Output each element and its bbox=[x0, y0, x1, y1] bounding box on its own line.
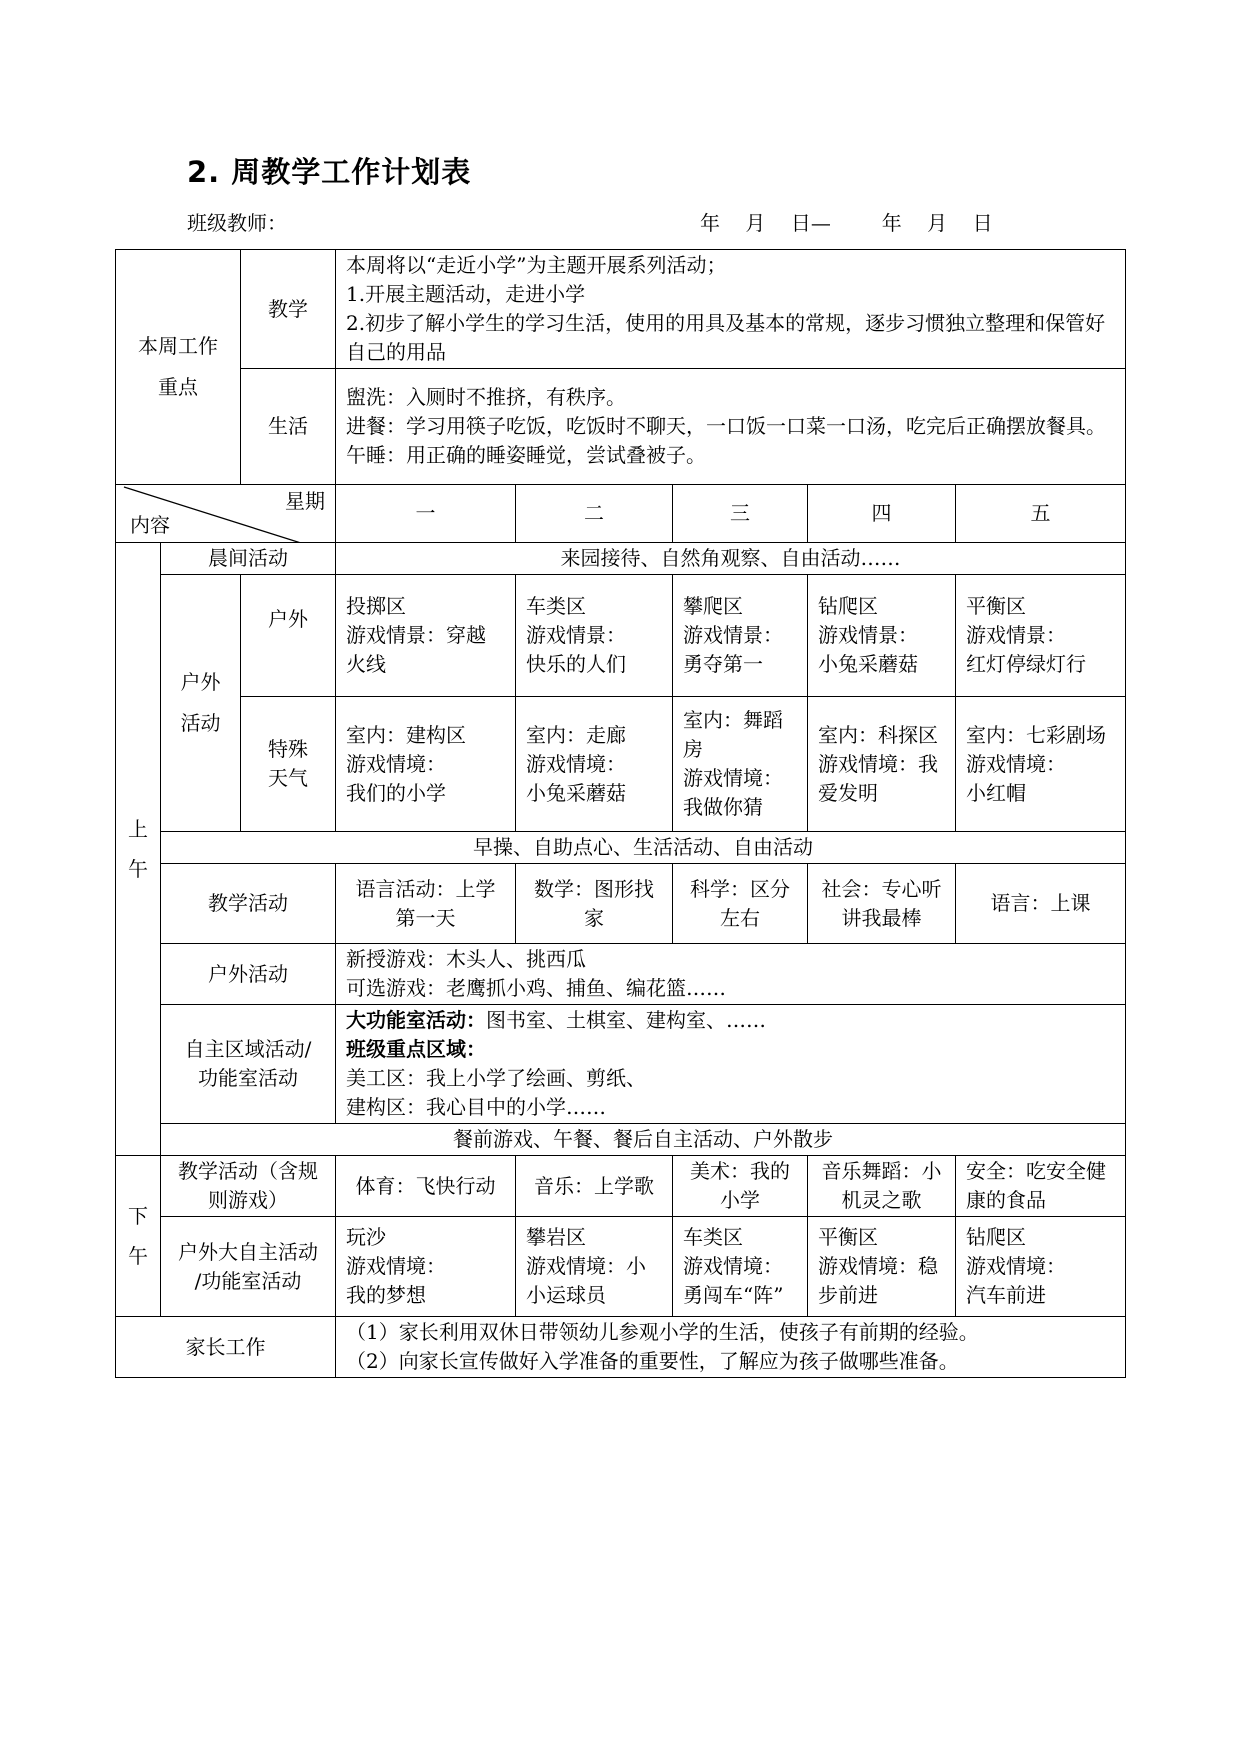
afternoon-outdoor-label-line: 户外大自主活动 bbox=[178, 1239, 318, 1264]
morning-label-char: 午 bbox=[128, 857, 148, 881]
focus-label-line1: 本周工作 bbox=[138, 334, 218, 358]
cell-line: 勇闯车“阵” bbox=[683, 1283, 784, 1307]
outdoor-row bbox=[116, 575, 1126, 697]
afternoon-cell-fri: 安全：吃安全健康的食品 bbox=[956, 1156, 1126, 1217]
focus-life-line: 午睡：用正确的睡姿睡觉，尝试叠被子。 bbox=[346, 443, 706, 467]
area-text: 图书室、土棋室、建构室、…… bbox=[486, 1008, 766, 1032]
special-weather-label-line: 天气 bbox=[268, 766, 308, 790]
cell-line: 我的梦想 bbox=[346, 1283, 426, 1307]
cell-line: 游戏情景： bbox=[526, 623, 626, 647]
outdoor-group-label bbox=[161, 575, 241, 832]
outdoor-sub-label: 户外 bbox=[241, 575, 336, 697]
afternoon-cell-wed: 美术：我的小学 bbox=[673, 1156, 808, 1217]
afternoon-cell-thu: 音乐舞蹈：小机灵之歌 bbox=[808, 1156, 956, 1217]
cell-line: 新授游戏：木头人、挑西瓜 bbox=[346, 947, 586, 971]
special-cell-tue bbox=[516, 697, 673, 832]
cell-line: 美工区：我上小学了绘画、剪纸、 bbox=[346, 1066, 646, 1090]
focus-label-line2: 重点 bbox=[158, 375, 198, 399]
cell-line: 车类区 bbox=[526, 594, 586, 618]
cell-line: 游戏情境：稳步前进 bbox=[818, 1254, 938, 1307]
area-activity-label bbox=[161, 1005, 336, 1124]
cell-line: 室内：科探区 bbox=[818, 722, 938, 747]
morning-activity-row bbox=[116, 543, 1126, 575]
cell-line: （2）向家长宣传做好入学准备的重要性，了解应为孩子做哪些准备。 bbox=[346, 1349, 959, 1373]
weekly-plan-table bbox=[115, 249, 1126, 1378]
morning-outdoor-content bbox=[336, 944, 1126, 1005]
afternoon-teaching-row bbox=[116, 1156, 1126, 1217]
day-header: 二 bbox=[516, 485, 673, 543]
cell-line: 室内：建构区 bbox=[346, 722, 466, 747]
morning-teaching-row bbox=[116, 864, 1126, 944]
teaching-cell-tue: 数学：图形找家 bbox=[516, 864, 673, 944]
cell-line: 小兔采蘑菇 bbox=[818, 652, 918, 676]
teacher-label: 班级教师： bbox=[187, 211, 287, 235]
focus-life-line: 进餐：学习用筷子吃饭，吃饭时不聊天，一口饭一口菜一口汤，吃完后正确摆放餐具。 bbox=[346, 414, 1106, 438]
outdoor-group-label-line: 活动 bbox=[180, 711, 221, 735]
routine-text: 早操、自助点心、生活活动、自由活动 bbox=[161, 832, 1126, 864]
outdoor-cell-mon bbox=[336, 575, 516, 697]
day-header: 三 bbox=[673, 485, 808, 543]
cell-line: 车类区 bbox=[683, 1225, 743, 1249]
morning-activity-text: 来园接待、自然角观察、自由活动…… bbox=[336, 543, 1126, 575]
date-range: 年 月 日— 年 月 日 bbox=[700, 211, 993, 235]
cell-line: 我们的小学 bbox=[346, 780, 446, 805]
outdoor-cell-fri bbox=[956, 575, 1126, 697]
cell-line: 红灯停绿灯行 bbox=[966, 652, 1086, 676]
focus-teaching-line: 1.开展主题活动，走进小学 bbox=[346, 282, 586, 306]
day-header: 五 bbox=[956, 485, 1126, 543]
focus-teaching-line: 本周将以“走近小学”为主题开展系列活动； bbox=[346, 253, 727, 277]
diagonal-header-cell bbox=[116, 485, 336, 543]
noon-row bbox=[116, 1124, 1126, 1156]
afternoon-cell-tue: 音乐：上学歌 bbox=[516, 1156, 673, 1217]
morning-activity-label: 晨间活动 bbox=[161, 543, 336, 575]
morning-label bbox=[116, 543, 161, 1156]
cell-line: 室内：舞蹈房 bbox=[683, 708, 783, 761]
cell-line: 快乐的人们 bbox=[526, 652, 626, 676]
afternoon-outdoor-label-line: /功能室活动 bbox=[194, 1268, 302, 1293]
cell-line: 投掷区 bbox=[346, 594, 406, 618]
morning-outdoor-label: 户外活动 bbox=[161, 944, 336, 1005]
area-line-2 bbox=[346, 1035, 1115, 1064]
cell-line: 攀岩区 bbox=[526, 1225, 586, 1249]
weekday-label: 星期 bbox=[285, 489, 325, 513]
cell-line: 可选游戏：老鹰抓小鸡、捕鱼、编花篮…… bbox=[346, 976, 726, 1000]
cell-line: 游戏情境： bbox=[346, 1254, 446, 1278]
cell-line: 建构区：我心目中的小学…… bbox=[346, 1095, 606, 1119]
cell-line: 游戏情境：小小运球员 bbox=[526, 1254, 646, 1307]
cell-line: 游戏情境： bbox=[526, 751, 626, 776]
page-title: 2. 周教学工作计划表 bbox=[187, 155, 472, 189]
special-cell-wed bbox=[673, 697, 808, 832]
special-cell-thu bbox=[808, 697, 956, 832]
cell-line: 钻爬区 bbox=[818, 594, 878, 618]
area-activity-row bbox=[116, 1005, 1126, 1124]
morning-label-char: 上 bbox=[128, 817, 148, 841]
parents-content bbox=[336, 1317, 1126, 1378]
afternoon-teaching-label: 教学活动（含规则游戏） bbox=[161, 1156, 336, 1217]
outdoor-group-label-line: 户外 bbox=[180, 670, 221, 694]
cell-line: 钻爬区 bbox=[966, 1225, 1026, 1249]
cell-line: 游戏情境： bbox=[966, 1254, 1066, 1278]
focus-teaching-content bbox=[336, 250, 1126, 369]
cell-line: 游戏情境：我爱发明 bbox=[818, 751, 938, 805]
cell-line: 游戏情景： bbox=[966, 623, 1066, 647]
area-label-line: 自主区域活动/ bbox=[184, 1037, 312, 1061]
outdoor-cell-tue bbox=[516, 575, 673, 697]
special-cell-mon bbox=[336, 697, 516, 832]
teaching-cell-mon: 语言活动：上学第一天 bbox=[336, 864, 516, 944]
area-activity-content bbox=[336, 1005, 1126, 1124]
noon-text: 餐前游戏、午餐、餐后自主活动、户外散步 bbox=[161, 1124, 1126, 1156]
cell-line: 游戏情境： bbox=[966, 751, 1066, 776]
cell-line: 室内：七彩剧场 bbox=[966, 722, 1106, 747]
day-header: 一 bbox=[336, 485, 516, 543]
focus-teaching-row bbox=[116, 250, 1126, 369]
teaching-cell-fri: 语言：上课 bbox=[956, 864, 1126, 944]
area-bold-label: 大功能室活动： bbox=[346, 1008, 486, 1032]
pm-outdoor-cell-wed bbox=[673, 1217, 808, 1317]
special-cell-fri bbox=[956, 697, 1126, 832]
afternoon-outdoor-row bbox=[116, 1217, 1126, 1317]
afternoon-label bbox=[116, 1156, 161, 1317]
outdoor-cell-thu bbox=[808, 575, 956, 697]
cell-line: 平衡区 bbox=[818, 1225, 878, 1249]
focus-teaching-line: 2.初步了解小学生的学习生活，使用的用具及基本的常规，逐步习惯独立整理和保管好自己的用品 bbox=[346, 311, 1106, 364]
focus-life-row bbox=[116, 369, 1126, 485]
pm-outdoor-cell-fri bbox=[956, 1217, 1126, 1317]
focus-teaching-label: 教学 bbox=[241, 250, 336, 369]
afternoon-label-char: 下 bbox=[128, 1204, 148, 1228]
focus-label bbox=[116, 250, 241, 485]
pm-outdoor-cell-thu bbox=[808, 1217, 956, 1317]
cell-line: 室内：走廊 bbox=[526, 722, 626, 747]
pm-outdoor-cell-mon bbox=[336, 1217, 516, 1317]
focus-life-content bbox=[336, 369, 1126, 485]
area-label-line: 功能室活动 bbox=[198, 1066, 298, 1090]
cell-line: 游戏情境： bbox=[683, 766, 783, 790]
morning-teaching-label: 教学活动 bbox=[161, 864, 336, 944]
cell-line: 小红帽 bbox=[966, 780, 1026, 805]
teaching-cell-thu: 社会：专心听讲我最棒 bbox=[808, 864, 956, 944]
cell-line: 游戏情境： bbox=[346, 751, 446, 776]
special-weather-label-line: 特殊 bbox=[268, 737, 308, 761]
routine-row bbox=[116, 832, 1126, 864]
cell-line: 游戏情境： bbox=[683, 1254, 783, 1278]
cell-line: （1）家长利用双休日带领幼儿参观小学的生活，使孩子有前期的经验。 bbox=[346, 1320, 979, 1344]
cell-line: 游戏情景： bbox=[683, 623, 783, 647]
afternoon-cell-mon: 体育：飞快行动 bbox=[336, 1156, 516, 1217]
focus-life-line: 盥洗：入厕时不推挤，有秩序。 bbox=[346, 385, 626, 409]
afternoon-label-char: 午 bbox=[128, 1244, 148, 1268]
day-header: 四 bbox=[808, 485, 956, 543]
area-line-1 bbox=[346, 1006, 1115, 1035]
weekday-header-row bbox=[116, 485, 1126, 543]
area-bold-label: 班级重点区域： bbox=[346, 1037, 486, 1061]
cell-line: 玩沙 bbox=[346, 1225, 386, 1249]
content-label: 内容 bbox=[130, 513, 170, 537]
pm-outdoor-cell-tue bbox=[516, 1217, 673, 1317]
parents-label: 家长工作 bbox=[116, 1317, 336, 1378]
outdoor-cell-wed bbox=[673, 575, 808, 697]
cell-line: 我做你猜 bbox=[683, 795, 763, 819]
parents-row bbox=[116, 1317, 1126, 1378]
special-weather-row bbox=[116, 697, 1126, 832]
cell-line: 勇夺第一 bbox=[683, 652, 763, 676]
cell-line: 汽车前进 bbox=[966, 1283, 1046, 1307]
afternoon-outdoor-label bbox=[161, 1217, 336, 1317]
focus-life-label: 生活 bbox=[241, 369, 336, 485]
cell-line: 攀爬区 bbox=[683, 594, 743, 618]
cell-line: 平衡区 bbox=[966, 594, 1026, 618]
teaching-cell-wed: 科学：区分左右 bbox=[673, 864, 808, 944]
cell-line: 游戏情景：穿越火线 bbox=[346, 623, 486, 676]
cell-line: 小兔采蘑菇 bbox=[526, 780, 626, 805]
special-weather-label bbox=[241, 697, 336, 832]
cell-line: 游戏情景： bbox=[818, 623, 918, 647]
morning-outdoor-row bbox=[116, 944, 1126, 1005]
